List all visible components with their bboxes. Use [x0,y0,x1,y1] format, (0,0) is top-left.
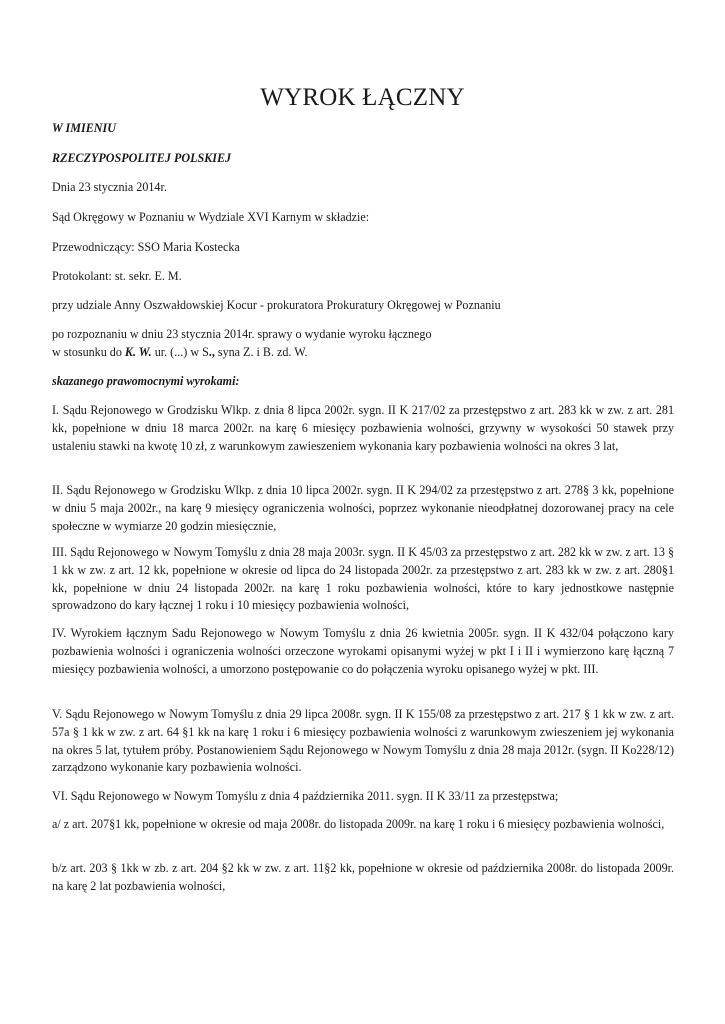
clerk-line: Protokolant: st. sekr. E. M. [52,269,182,283]
judgment-paragraph-2: II. Sądu Rejonowego w Grodzisku Wlkp. z dnia 10 lipca 2002r. sygn. II K 294/02 za przestępstwo z art. 278§ 3 kk, popełnione w dniu 5 maja 2002r., na karę 9 miesięcy ograniczenia wolności, poprzez wykonanie nieodpłatnej dozorowanej pracy na cele społeczne w wymiarze 20 godzin miesięcznie, [52,483,674,533]
judgment-paragraph-3: III. Sądu Rejonowego w Nowym Tomyślu z dnia 28 maja 2003r. sygn. II K 45/03 za przestępstwo z art. 282 kk w zw. z art. 13 § 1 kk w zw. z art. 12 kk, popełnione w okresie od lipca do 24 listopada 2002r. za przestępstwo z art. 283 kk w zw. z art. 280§1 kk, popełnione w dniu 24 listopada 2002r. na karę 1 roku pozbawienia wolności, które to kary jednostkowe następnie sprowadzono do kary łącznej 1 roku i 10 miesięcy pozbawienia wolności, [52,545,674,613]
chair-line: Przewodniczący: SSO Maria Kostecka [52,240,240,254]
offence-b: b/z art. 203 § 1kk w zb. z art. 204 §2 kk w zw. z art. 11§2 kk, popełnione w okresie od października 2008r. do listopada 2009r. na karę 2 lat pozbawienia wolności, [52,861,674,893]
judgment-paragraph-6: VI. Sądu Rejonowego w Nowym Tomyślu z dnia 4 października 2011. sygn. II K 33/11 za przestępstwa; [52,789,559,803]
heading-republic: RZECZYPOSPOLITEJ POLSKIEJ [52,151,232,165]
convicted-heading: skazanego prawomocnymi wyrokami: [52,374,240,388]
judgment-paragraph-5: V. Sądu Rejonowego w Nowym Tomyślu z dnia 29 lipca 2008r. sygn. II K 155/08 za przestępstwo z art. 217 § 1 kk w zw. z art. 57a § 1 kk w zw. z art. 64 §1 kk na karę 1 roku i 6 miesięcy pozbawienia wolności z warunkowym zwieszeniem jej wykonania na okres 5 lat, tytułem próby. Postanowieniem Sądu Rejonowego w Nowym Tomyślu z dnia 28 maja 2012r. (sygn. II Ko228/12) zarządzono wykonanie kary pozbawienia wolności. [52,707,674,775]
case-description [52,326,674,362]
case-line-2-birth: ur. (...) w S [151,344,209,359]
judgment-paragraph-1: I. Sądu Rejonowego w Grodzisku Wlkp. z dnia 8 lipca 2002r. sygn. II K 217/02 za przestępstwo z art. 283 kk w zw. z art. 281 kk, popełnione w dniu 18 marca 2002r. na karę 6 miesięcy pozbawienia wolności, grzywny w wysokości 50 stawek przy ustaleniu stawki na kwotę 10 zł, z warunkowym zawieszeniem wykonania kary pozbawienia wolności na okres 3 lat, [52,403,674,453]
court-line: Sąd Okręgowy w Poznaniu w Wydziale XVI Karnym w składzie: [52,210,370,224]
convict-name: K. W. [124,344,152,359]
offence-a: a/ z art. 207§1 kk, popełnione w okresie od maja 2008r. do listopada 2009r. na karę 1 roku i 6 miesięcy pozbawienia wolności, [52,817,665,831]
judgment-paragraph-4: IV. Wyrokiem łącznym Sadu Rejonowego w Nowym Tomyślu z dnia 26 kwietnia 2005r. sygn. II K 432/04 połączono kary pozbawienia wolności i ograniczenia wolności orzeczone wyrokami opisanymi wyżej w pkt I i II i wymierzono karę łączną 7 miesięcy pozbawienia wolności, a umorzono postępowanie co do połączenia wyroku opisanego wyżej w pkt. III. [52,626,674,676]
case-line-2-prefix: w stosunku do [52,344,125,359]
case-line-1: po rozpoznaniu w dniu 23 stycznia 2014r. sprawy o wydanie wyroku łącznego [52,327,432,341]
prosecutor-line: przy udziale Anny Oszwałdowskiej Kocur - prokuratora Prokuratury Okręgowej w Poznaniu [52,298,501,312]
heading-in-the-name: W IMIENIU [52,121,116,135]
case-line-2-parents: syna Z. i B. zd. W. [214,344,308,359]
date-line: Dnia 23 stycznia 2014r. [52,180,167,194]
case-line-2-comma: ., [208,344,215,359]
document-title: WYROK ŁĄCZNY [260,84,465,111]
